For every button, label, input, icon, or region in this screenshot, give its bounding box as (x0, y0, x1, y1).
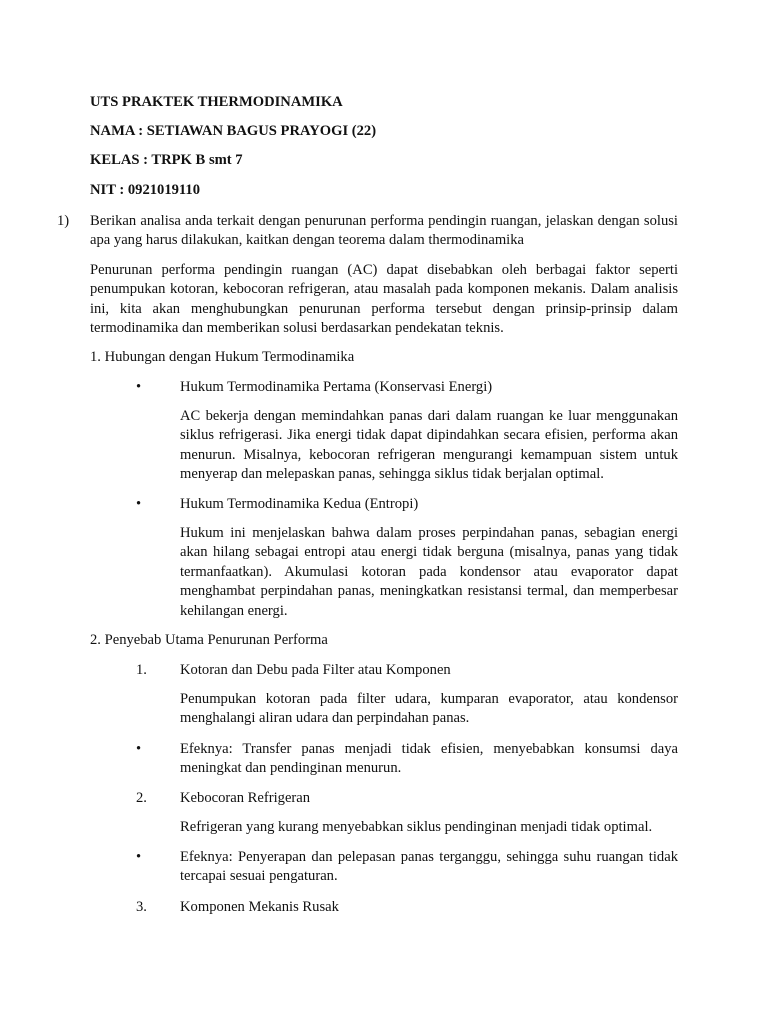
section-1-heading: 1. Hubungan dengan Hukum Termodinamika (90, 349, 355, 365)
question-text: Berikan analisa anda terkait dengan penurunan performa pendingin ruangan, jelaskan dengan solusi apa yang harus dilakukan, kaitkan dengan teorema dalam thermodinamika (90, 213, 678, 249)
cause-1-effect: Efeknya: Transfer panas menjadi tidak efisien, menyebabkan konsumsi daya meningkat dan pendinginan menurun. (180, 741, 678, 777)
student-name: NAMA : SETIAWAN BAGUS PRAYOGI (22) (90, 123, 377, 139)
cause-2-body: Refrigeran yang kurang menyebabkan siklus pendinginan menjadi tidak optimal. (180, 819, 653, 835)
student-class: KELAS : TRPK B smt 7 (90, 152, 243, 168)
bullet-marker: • (136, 379, 142, 395)
intro-paragraph: Penurunan performa pendingin ruangan (AC) dapat disebabkan oleh berbagai faktor seperti penumpukan kotoran, kebocoran refrigeran, atau masalah pada komponen mekanis. Dalam analisis ini, kita akan menghubungkan penurunan performa tersebut dengan prinsip-prinsip dalam termodinamika dan memberikan solusi berdasarkan pendekatan teknis. (90, 262, 678, 337)
cause-1-body: Penumpukan kotoran pada filter udara, kumparan evaporator, atau kondensor menghalangi aliran udara dan perpindahan panas. (180, 691, 678, 727)
student-nit: NIT : 0921019110 (90, 182, 201, 198)
cause-2-effect: Efeknya: Penyerapan dan pelepasan panas terganggu, sehingga suhu ruangan tidak tercapai sesuai pengaturan. (180, 849, 678, 885)
law-1-title: Hukum Termodinamika Pertama (Konservasi Energi) (180, 379, 493, 395)
cause-2-number: 2. (136, 790, 147, 806)
cause-3-number: 3. (136, 899, 147, 915)
cause-3-title: Komponen Mekanis Rusak (180, 899, 339, 915)
law-2-body: Hukum ini menjelaskan bahwa dalam proses perpindahan panas, sebagian energi akan hilang sebagai entropi atau energi tidak berguna (misalnya, panas yang tidak termanfaatkan). Akumulasi kotoran pada kondensor atau evaporator dapat menghambat perpindahan panas, meningkatkan resistansi termal, dan memperbesar kehilangan energi. (180, 525, 678, 619)
law-2-title: Hukum Termodinamika Kedua (Entropi) (180, 496, 419, 512)
bullet-marker: • (136, 496, 142, 512)
cause-2-title: Kebocoran Refrigeran (180, 790, 311, 806)
cause-1-number: 1. (136, 662, 147, 678)
document-title: UTS PRAKTEK THERMODINAMIKA (90, 94, 343, 110)
question-number: 1) (57, 213, 70, 229)
bullet-marker: • (136, 849, 142, 865)
bullet-marker: • (136, 741, 142, 757)
section-2-heading: 2. Penyebab Utama Penurunan Performa (90, 632, 328, 648)
cause-1-title: Kotoran dan Debu pada Filter atau Komponen (180, 662, 451, 678)
law-1-body: AC bekerja dengan memindahkan panas dari dalam ruangan ke luar menggunakan siklus refrigerasi. Jika energi tidak dapat dipindahkan secara efisien, performa akan menurun. Misalnya, kebocoran refrigeran mengurangi kemampuan sistem untuk menyerap dan melepaskan panas, sehingga siklus tidak berjalan optimal. (180, 408, 678, 483)
